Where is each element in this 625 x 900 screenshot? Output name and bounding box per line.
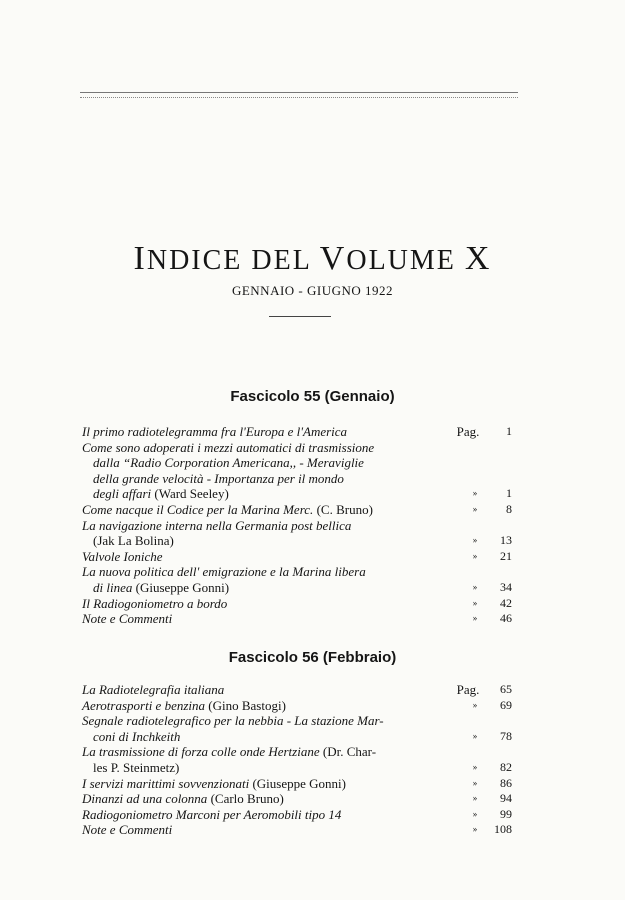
entry-title-text: Come sono adoperati i mezzi automatici di trasmissione <box>82 439 375 455</box>
index-entry <box>82 424 522 440</box>
index-entry <box>82 807 522 823</box>
entry-title-text: Come nacque il Codice per la Marina Merc. <box>82 501 314 517</box>
title-divider <box>269 316 331 317</box>
page-prefix: » <box>472 550 478 561</box>
page-prefix: Pag. <box>456 424 480 439</box>
page-number: 108 <box>494 822 512 837</box>
page-number: 42 <box>500 595 512 610</box>
page-number: 21 <box>500 548 512 563</box>
entry-title-text: La nuova politica dell' emigrazione e la Marina libera <box>82 564 366 580</box>
entry-author: (Giuseppe Gonni) <box>132 579 230 595</box>
entry-title-text: Il primo radiotelegramma fra l'Europa e l'America <box>82 424 348 439</box>
page-number: 82 <box>500 759 512 774</box>
index-entry <box>82 776 522 792</box>
index-entry <box>82 682 522 698</box>
page-prefix: Pag. <box>456 682 480 697</box>
page-prefix: » <box>472 699 478 710</box>
page-number: 69 <box>500 697 512 712</box>
entry-title-text: Aerotrasporti e benzina <box>82 697 206 713</box>
entry-author: (Giuseppe Gonni) <box>249 775 346 791</box>
index-entry <box>82 564 522 595</box>
entry-title-text: La navigazione interna nella Germania post bellica <box>82 517 352 533</box>
page-subtitle: GENNAIO - GIUGNO 1922 <box>231 283 394 298</box>
section-title-fascicolo-55: Fascicolo 55 (Gennaio) <box>230 388 395 405</box>
index-list-fascicolo-56 <box>82 682 522 838</box>
index-list-fascicolo-55 <box>82 424 522 627</box>
page-number: 34 <box>500 579 512 594</box>
entry-title-text: degli affari <box>93 486 152 502</box>
section-title-fascicolo-56: Fascicolo 56 (Febbraio) <box>228 649 397 666</box>
page-number: 46 <box>500 611 512 626</box>
entry-title-text: di linea <box>93 579 133 595</box>
page-title: INDICE DEL VOLUME X <box>133 240 492 277</box>
page-number: 1 <box>506 486 512 501</box>
entry-author: (Jak La Bolina) <box>93 533 174 549</box>
entry-title-text: Dinanzi ad una colonna <box>82 791 208 807</box>
page-number: 99 <box>500 806 512 821</box>
page-prefix: » <box>472 730 478 741</box>
page-prefix: » <box>472 613 478 624</box>
page-prefix: » <box>472 808 478 819</box>
entry-title-text: Note e Commenti <box>82 822 173 838</box>
page-number: 8 <box>506 501 512 516</box>
entry-title-text: I servizi marittimi sovvenzionati <box>82 775 250 791</box>
page-number: 78 <box>500 728 512 743</box>
entry-author: (C. Bruno) <box>313 501 373 517</box>
entry-title-text: La Radiotelegrafia italiana <box>82 682 225 697</box>
page-number: 1 <box>506 424 512 438</box>
entry-title-text: della grande velocità - Importanza per il mondo <box>93 470 344 486</box>
index-entry <box>82 502 522 518</box>
index-entry <box>82 440 522 502</box>
index-entry <box>82 698 522 714</box>
entry-title-text: Note e Commenti <box>82 611 173 627</box>
page-number: 86 <box>500 775 512 790</box>
page-number: 65 <box>500 682 512 696</box>
entry-title-text: coni di Inchkeith <box>93 728 181 744</box>
entry-author: (Gino Bastogi) <box>205 697 286 713</box>
page-prefix: » <box>472 488 478 499</box>
entry-author: (Carlo Bruno) <box>207 791 284 807</box>
index-entry <box>82 549 522 565</box>
top-rule <box>80 92 518 98</box>
page-prefix: » <box>472 824 478 835</box>
entry-title-text: La trasmissione di forza colle onde Hertziane <box>82 744 320 760</box>
index-entry <box>82 518 522 549</box>
entry-title-text: Il Radiogoniometro a bordo <box>82 595 228 611</box>
index-entry <box>82 596 522 612</box>
page-number: 13 <box>500 533 512 548</box>
entry-title-text: Radiogoniometro Marconi per Aeromobili tipo 14 <box>82 806 342 822</box>
index-entry <box>82 611 522 627</box>
entry-title-text: Segnale radiotelegrafico per la nebbia - La stazione Mar- <box>82 713 384 729</box>
index-entry <box>82 713 522 744</box>
entry-title-text: Valvole Ioniche <box>82 548 163 564</box>
entry-title-text: dalla “Radio Corporation Americana,, - Meraviglie <box>93 455 364 471</box>
page-prefix: » <box>472 535 478 546</box>
page-prefix: » <box>472 761 478 772</box>
page-prefix: » <box>472 581 478 592</box>
page-prefix: » <box>472 793 478 804</box>
index-entry: La trasmissione di forza colle onde Hertziane (Dr. Char- les P. Steinmetz) » 82 <box>82 744 512 775</box>
page-number: 94 <box>500 791 512 806</box>
page-prefix: » <box>472 503 478 514</box>
page-prefix: » <box>472 597 478 608</box>
index-entry <box>82 822 522 838</box>
page-prefix: » <box>472 777 478 788</box>
entry-author: (Ward Seeley) <box>151 486 229 502</box>
entry-author: les P. Steinmetz) <box>93 759 180 775</box>
index-entry <box>82 791 522 807</box>
